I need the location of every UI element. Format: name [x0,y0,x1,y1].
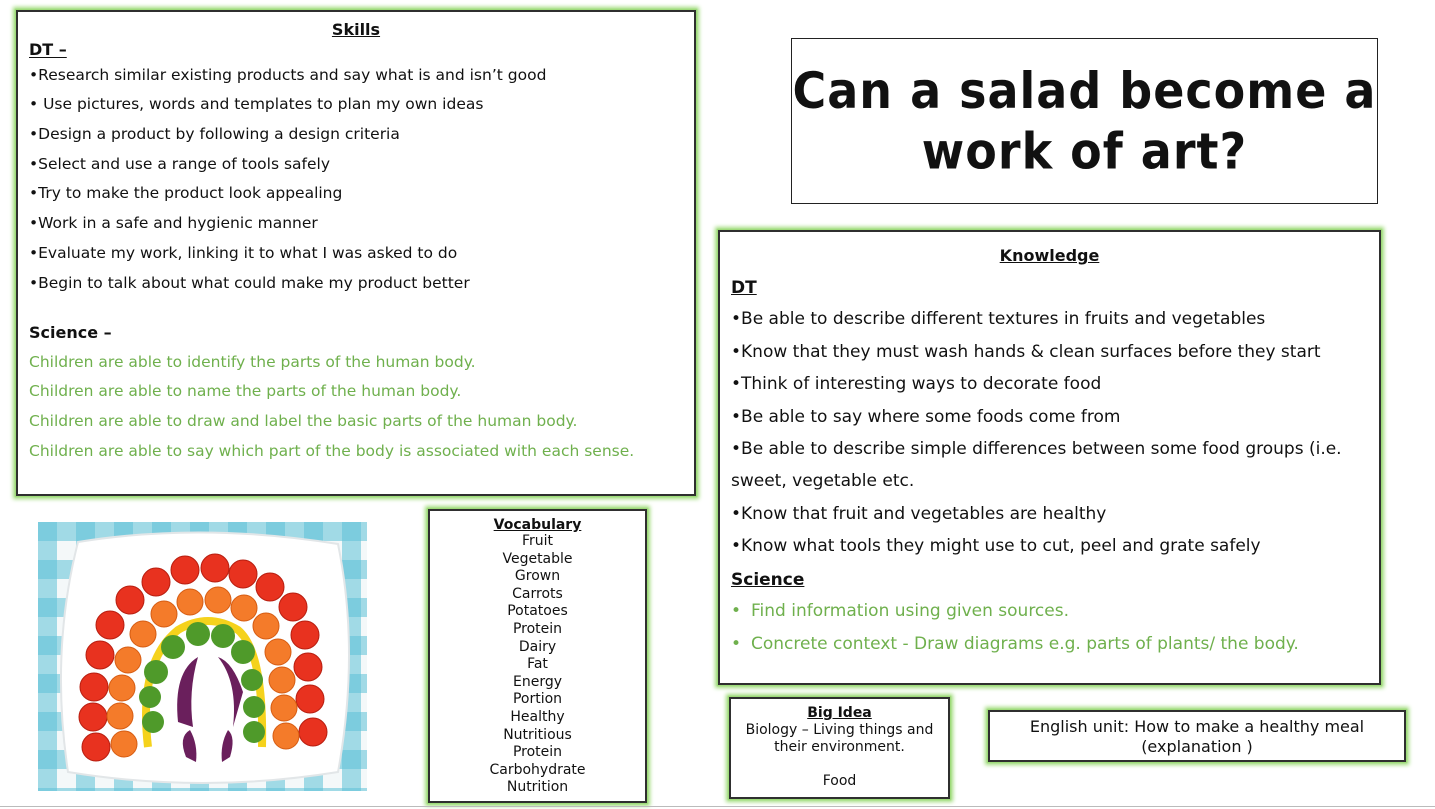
skills-title: Skills [331,20,381,39]
english-unit-panel [988,710,1406,762]
big-idea-line: Food [822,773,857,789]
skills-science-heading: Science – [29,323,112,342]
big-idea-line: Biology – Living things and [745,722,934,738]
english-unit-line: (explanation ) [1141,737,1253,756]
big-idea-line: their environment. [774,739,905,755]
vocabulary-word: Nutritious [503,726,572,743]
skills-science-item: Children are able to name the parts of the human body. [29,382,462,400]
vocabulary-word: Potatoes [507,603,568,620]
vocabulary-panel [428,509,647,803]
english-unit-line: English unit: How to make a healthy meal [1029,717,1365,736]
knowledge-title: Knowledge [999,246,1100,265]
vocabulary-word: Grown [514,568,561,585]
skills-dt-item: •Research similar existing products and say what is and isn’t good [29,66,547,84]
vocabulary-word: Fat [527,656,548,673]
question-line: Can a salad become a [792,61,1377,120]
knowledge-panel [718,230,1381,685]
knowledge-science-item: • Find information using given sources. [731,601,1070,621]
skills-dt-heading: DT – [29,40,67,59]
skills-panel [16,10,696,496]
skills-science-item: Children are able to draw and label the basic parts of the human body. [29,412,578,430]
knowledge-dt-item: •Think of interesting ways to decorate food [731,374,1102,394]
vocabulary-word: Energy [512,673,562,690]
knowledge-dt-item: •Know that they must wash hands & clean surfaces before they start [731,342,1321,362]
vocabulary-word: Healthy [510,708,565,725]
knowledge-dt-item: •Be able to say where some foods come from [731,407,1121,427]
skills-dt-item: •Try to make the product look appealing [29,184,343,202]
knowledge-dt-item: •Be able to describe simple differences between some food groups (i.e. [731,439,1342,459]
vocabulary-word: Protein [512,744,563,761]
skills-dt-item: •Design a product by following a design criteria [29,125,400,143]
vocabulary-word: Portion [512,691,563,708]
question-box [791,38,1378,204]
knowledge-dt-heading: DT [731,278,757,298]
vocabulary-word: Vegetable [502,550,573,567]
knowledge-science-item: • Concrete context - Draw diagrams e.g. parts of plants/ the body. [731,634,1299,654]
skills-science-item: Children are able to say which part of the body is associated with each sense. [29,442,635,460]
skills-science-item: Children are able to identify the parts of the human body. [29,353,476,371]
vocabulary-word: Dairy [518,638,557,655]
vocabulary-word: Carbohydrate [489,761,586,778]
knowledge-dt-item: •Be able to describe different textures in fruits and vegetables [731,309,1266,329]
skills-dt-item: •Select and use a range of tools safely [29,155,331,173]
question-line: work of art? [921,122,1248,181]
knowledge-dt-item: •Know that fruit and vegetables are healthy [731,504,1107,524]
spacer [731,756,948,773]
knowledge-dt-item: sweet, vegetable etc. [731,471,915,491]
big-idea-panel [729,697,950,799]
skills-dt-item: •Work in a safe and hygienic manner [29,214,318,232]
skills-dt-item: •Evaluate my work, linking it to what I was asked to do [29,244,458,262]
big-idea-title: Big Idea [807,705,872,721]
vocabulary-word: Carrots [512,585,563,602]
skills-dt-item: • Use pictures, words and templates to plan my own ideas [29,95,484,113]
vocabulary-word: Protein [512,620,563,637]
vocabulary-title: Vocabulary [493,517,582,533]
rainbow-salad-image [38,522,367,791]
skills-dt-item: •Begin to talk about what could make my product better [29,274,470,292]
knowledge-science-heading: Science [731,570,805,590]
knowledge-dt-item: •Know what tools they might use to cut, peel and grate safely [731,536,1261,556]
vocabulary-word: Nutrition [506,779,569,796]
question-heading [793,61,1377,182]
vocabulary-word: Fruit [521,533,554,549]
page-bottom-rule [0,806,1435,807]
